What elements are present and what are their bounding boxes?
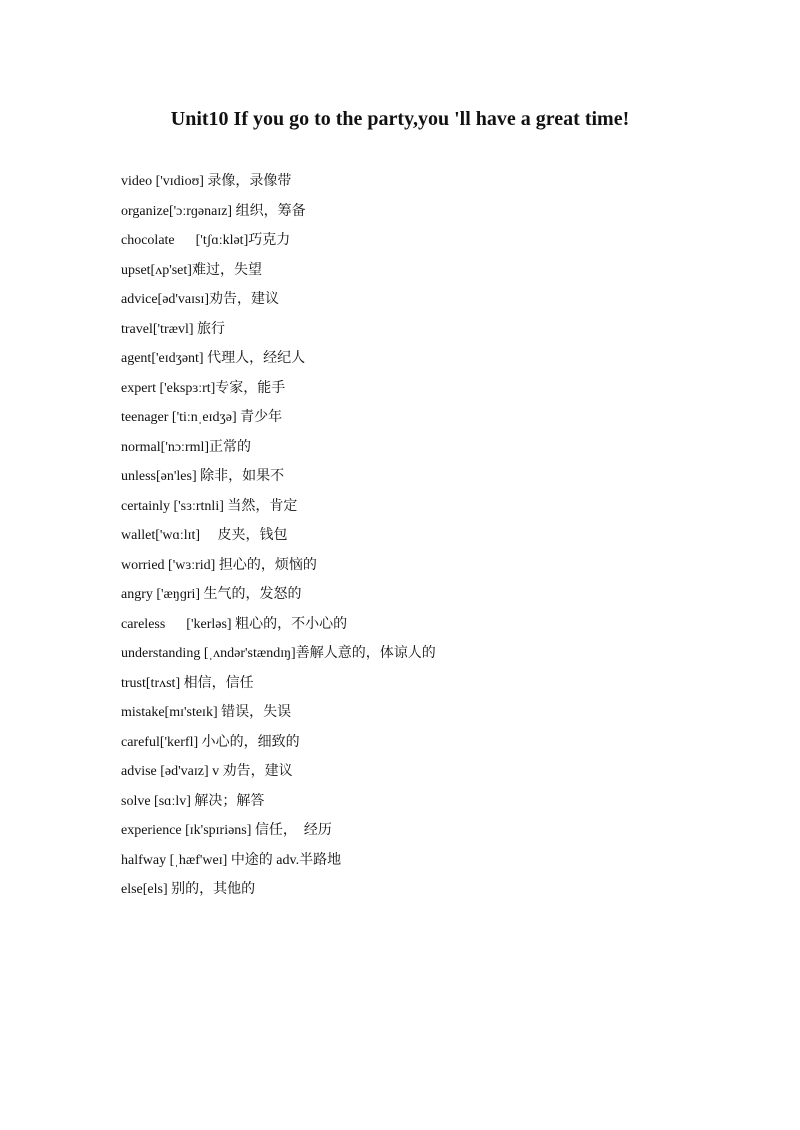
page-title: Unit10 If you go to the party,you 'll have a great time!: [170, 108, 630, 130]
vocab-item: wallet['wɑːlɪt] 皮夹，钱包: [121, 528, 288, 543]
vocab-item: normal['nɔːrml]正常的: [121, 439, 252, 455]
vocab-item: worried ['wɜːrid] 担心的，烦恼的: [121, 557, 317, 573]
vocab-item: advice[əd'vaɪsɪ]劝告，建议: [121, 292, 280, 307]
vocab-item: upset[ʌp'set]难过，失望: [121, 262, 262, 278]
vocab-item: halfway [ˌhæf'weɪ] 中途的 adv.半路地: [121, 852, 342, 868]
vocab-item: mistake[mɪ'steɪk] 错误，失误: [121, 705, 292, 720]
vocab-item: else[els] 别的，其他的: [121, 882, 256, 897]
vocab-item: teenager ['tiːnˌeɪdʒə] 青少年: [121, 410, 283, 425]
vocab-item: solve [sɑːlv] 解决；解答: [121, 793, 265, 809]
vocab-item: travel['trævl] 旅行: [121, 321, 225, 337]
vocabulary-list: [121, 170, 436, 908]
vocab-item: organize['ɔːrɡənaɪz] 组织，筹备: [121, 203, 306, 219]
vocab-item: expert ['ekspɜːrt]专家，能手: [121, 380, 286, 396]
vocab-item: trust[trʌst] 相信，信任: [121, 675, 254, 691]
vocab-item: angry ['æŋɡri] 生气的，发怒的: [121, 587, 302, 602]
vocab-item: certainly ['sɜːrtnli] 当然，肯定: [121, 498, 298, 514]
vocab-item: unless[ən'les] 除非，如果不: [121, 469, 285, 484]
vocab-item: advise [əd'vaɪz] v 劝告，建议: [121, 764, 293, 779]
vocab-item: understanding [ˌʌndər'stændɪŋ]善解人意的，体谅人的: [121, 646, 436, 661]
vocab-item: chocolate ['tʃɑːklət]巧克力: [121, 233, 291, 248]
vocab-item: careful['kerfl] 小心的，细致的: [121, 734, 300, 750]
vocab-item: agent['eɪdʒənt] 代理人，经纪人: [121, 351, 306, 366]
vocab-item: experience [ɪk'spɪriəns] 信任， 经历: [121, 823, 332, 838]
vocab-item: careless ['kerləs] 粗心的，不小心的: [121, 616, 348, 632]
vocab-item: video ['vɪdioʊ] 录像，录像带: [121, 174, 292, 189]
